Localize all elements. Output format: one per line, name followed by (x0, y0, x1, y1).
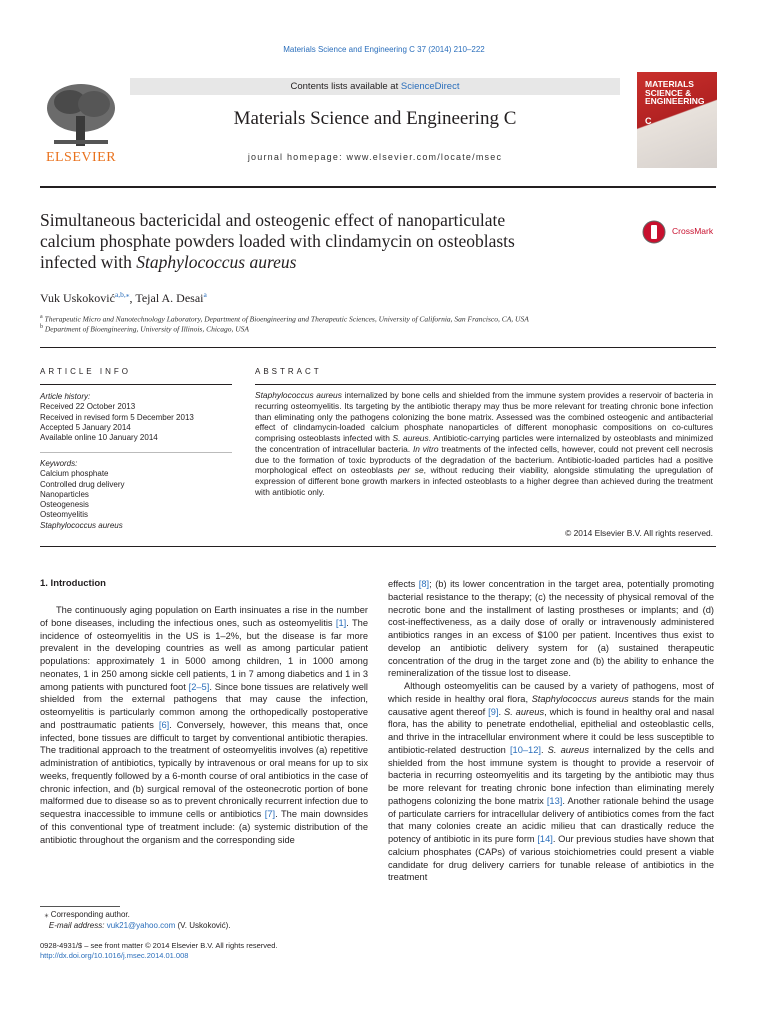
author-list: Vuk Uskoković$^{a,b,⁎}$, Tejal A. Desai$^a$ (40, 290, 207, 305)
abstract-text: Staphylococcus aureus internalized by bone cells and shielded from the immune system provides a reservoir of bacteria in recurring osteomyelitis. Its targeting by the antibiotic therapy may thus be more relevant for treating chronic bone infection than eliminating only the pathogens colonizing the bone matrix. Assessed was the combined osteogenic and antibacterial effect of clindamycin-loaded calcium phosphate nanoparticles of different monophasic compositions on co-cultures comprising osteoblasts infected with S. aureus. Antibiotic-carrying particles were internalized by osteoblasts and minimized the concentration of intracellular bacteria. In vitro treatments of the infected cells, however, could not prevent cell necrosis due to the formation of toxic byproducts of the degradation of the bacterium. Antibiotic-loaded particles had a positive morphological effect on osteoblasts per se, without reducing their viability, alongside stimulating the upregulation of expression of different bone growth markers in infected osteoblasts to a higher degree than achieved during the treatment with antibiotic only. (255, 390, 713, 497)
keywords-label: Keywords: (40, 459, 78, 468)
title-line-1: Simultaneous bactericidal and osteogenic effect of nanoparticulate (40, 210, 506, 230)
article-history: Article history: Received 22 October 2013 Received in revised form 5 December 2013 Accepted 5 January 2014 Available online 10 January 2014 (40, 392, 194, 443)
contents-bar (130, 78, 620, 95)
ref-link[interactable]: [8] (418, 579, 430, 589)
crossmark-badge[interactable] (642, 218, 722, 246)
doi-link[interactable]: http://dx.doi.org/10.1016/j.msec.2014.01.008 (40, 951, 189, 960)
journal-title: Materials Science and Engineering C (233, 108, 517, 129)
article-title (40, 210, 600, 273)
header-rule (40, 186, 716, 188)
abstract-heading-rule (255, 384, 716, 385)
cover-title: MATERIALS SCIENCE & ENGINEERING (645, 79, 705, 106)
crossmark-label: CrossMark (672, 226, 714, 236)
history-label: Article history: (40, 392, 91, 401)
ref-link[interactable]: [1] (335, 617, 347, 628)
corresponding-mark[interactable]: ⁎ (125, 290, 130, 299)
title-species: Staphylococcus aureus (136, 252, 297, 272)
ref-link[interactable]: [10–12] (509, 744, 541, 755)
journal-cover[interactable] (637, 72, 717, 168)
ref-link[interactable]: [9] (488, 706, 499, 717)
info-heading-rule (40, 384, 232, 385)
ref-link[interactable]: [14] (537, 834, 553, 844)
affiliation-a: $^a$ Therapeutic Micro and Nanotechnology Laboratory, Department of Bioengineering and Therapeutic Sciences, University of California, San Francisco, CA, USA (40, 314, 529, 324)
footnote-rule (40, 906, 120, 907)
journal-reference-link[interactable]: Materials Science and Engineering C 37 (2014) 210–222 (283, 45, 485, 54)
section-heading-introduction: 1. Introduction (40, 578, 106, 589)
elsevier-logo (40, 80, 122, 166)
affiliation-b: $^b$ Department of Bioengineering, University of Illinois, Chicago, USA (40, 324, 250, 334)
contents-text: Contents lists available at (290, 81, 401, 92)
article-info-heading: ARTICLE INFO (40, 367, 131, 376)
ref-link[interactable]: [6] (158, 719, 170, 730)
email-link[interactable]: vuk21@yahoo.com (106, 921, 176, 930)
copyright-notice: © 2014 Elsevier B.V. All rights reserved. (565, 528, 713, 538)
sciencedirect-link[interactable]: ScienceDirect (400, 81, 460, 92)
body-rule (40, 546, 716, 547)
title-line-3: infected with Staphylococcus aureus (40, 252, 297, 272)
keywords: Keywords: Calcium phosphate Controlled drug delivery Nanoparticles Osteogenesis Osteomyelitis Staphylococcus aureus (40, 459, 125, 530)
info-rule (40, 347, 716, 348)
body-column-right: effects [8]; (b) its lower concentration in the target area, potentially promoting bacterial resistance to the therapy; (c) the necessity of physical removal of the necrotic bone and the installment of lasting prostheses or implants; and (d) cost-ineffectiveness, as a daily dose of orally or intravenously administered antibiotics ranges in an excess of $100 per patient. Incentives thus exist to develop an antibiotic delivery system for (a) sustained therapeutic concentration of the drug in the target zone and (b) the ability to enhance the remineralization of the tissue lost to disease. Although osteomyelitis can be caused by a variety of pathogens, most of which reside in healthy oral flora, Staphylococcus aureus stands for the main causative agent thereof [9]. S. aureus, which is found in healthy oral and nasal flora, has the ability to penetrate endothelial, epithelial and osteoblastic cells, and thrive in the intracellular environment where it could be less susceptible to antibiotic-related destruction [10–12]. S. aureus internalized by the cells and shielded from the host immune system is thought to provide a reservoir of bacteria in recurring osteomyelitis and its targeting by the antibiotic may thus be more relevant for treating chronic bone infection than eliminating merely pathogens colonizing the bone matrix [13]. Another rationale behind the usage of particulate carriers for intracellular delivery of antibiotics comes from the fact that many colonies create an acidic milieu that can drastically reduce the potency of antibiotic in its pure form [14]. Our previous studies have shown that calcium phosphates (CAPs) of various stoichiometries could present a viable candidate for drug delivery carriers for tunable release of antibiotics in the treatment (388, 579, 715, 883)
cover-letter: C (645, 116, 652, 126)
ref-link[interactable]: [13] (546, 795, 563, 806)
ref-link[interactable]: [2–5] (188, 681, 210, 692)
body-column-left: The continuously aging population on Earth insinuates a rise in the number of bone diseases, including the infectious ones, such as osteomyelitis [1]. The incidence of osteomyelitis in the US is 1–2%, but the disease is far more prevalent in the developing countries as well as among particular patient populations: approximately 1 in 5000 among children, 1 in 1000 among neonates, 1 in 250 among sickle cell patients, 1 in 7 among diabetics and 1 in 3 among patients with punctured foot [2–5]. Since bone tissues are relatively well shielded from the external pathogens that may cause the infection, osteomyelitis is particularly common among the orthopedically postoperative and posttraumatic patients [6]. Conversely, however, this means that, once infected, bone tissues are difficult to target by conventional antibiotic therapies. The traditional approach to the treatment of osteomyelitis involves (a) repetitive administration of antibiotics, typically by intravenous or oral means for up to six weeks, frequently followed by a 6-month course of oral antibiotics in the case of chronic infection, and (b) surgical removal of the osteonecrotic portion of bone malformed due to disease so as to prevent chronically recurrent infection due to sequestra inaccessible to immune cells or antibiotics [7]. The main downsides of this conventional type of treatment include: (a) systemic distribution of the antibiotic throughout the organism and the corresponding side (40, 605, 369, 845)
corresponding-footnote: ⁎ Corresponding author. E-mail address: vuk21@yahoo.com (V. Uskoković). (44, 910, 231, 930)
author-1[interactable]: Vuk Uskoković (40, 291, 115, 305)
ref-link[interactable]: [7] (264, 809, 276, 819)
crossmark-icon (642, 220, 666, 244)
abstract-heading: ABSTRACT (255, 367, 322, 376)
keywords-rule (40, 452, 232, 453)
issn-line: 0928-4931/$ – see front matter © 2014 Elsevier B.V. All rights reserved. (40, 941, 278, 950)
author-1-affil[interactable]: a,b, (114, 290, 126, 299)
title-line-2: calcium phosphate powders loaded with clindamycin on osteoblasts (40, 231, 515, 251)
author-2-affil[interactable]: a (203, 290, 207, 299)
journal-homepage[interactable]: journal homepage: www.elsevier.com/locate/msec (247, 152, 503, 162)
author-2[interactable]: Tejal A. Desai (135, 291, 204, 305)
elsevier-wordmark: ELSEVIER (45, 150, 117, 165)
